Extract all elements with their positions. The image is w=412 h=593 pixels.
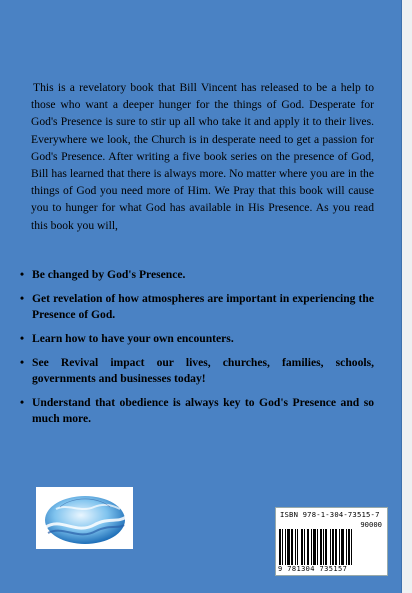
bullet-icon: • — [20, 292, 25, 305]
list-item-text: Get revelation of how atmospheres are important in experiencing the Presence of God. — [32, 292, 374, 321]
barcode-bar — [320, 529, 322, 565]
list-item — [20, 331, 374, 347]
list-item — [20, 291, 374, 323]
barcode-bar — [279, 529, 281, 565]
bullet-icon: • — [20, 332, 25, 345]
barcode-bar — [307, 529, 309, 565]
blurb-paragraph: This is a revelatory book that Bill Vincent has released to be a help to those who want a deeper hunger for the things of God. Desperate for God's Presence is sure to stir up all who take it and apply it to their lives. Everywhere we look, the Church is in desperate need to get a passion for God's Presence. After writing a five book series on the presence of God, Bill has learned that there is always more. No matter where you are in the things of God you need more of Him. We Pray that this book will cause you to hunger for what God has available in His Presence. As you read this book you will, — [31, 81, 374, 232]
price-code: 90000 — [360, 520, 382, 529]
barcode-bar — [332, 529, 334, 565]
barcode-bar — [287, 529, 290, 565]
barcode-bar — [301, 529, 303, 565]
list-item-text: See Revival impact our lives, churches, families, schools, governments and businesses today! — [32, 356, 374, 385]
barcode-bar — [348, 529, 350, 565]
barcode-bar — [323, 529, 324, 565]
publisher-logo — [36, 487, 133, 549]
barcode-bar — [346, 529, 347, 565]
barcode-digits: 9 781304 735157 — [278, 565, 348, 573]
list-item — [20, 395, 374, 427]
barcode-bar — [313, 529, 316, 565]
bullet-icon: • — [20, 396, 25, 409]
list-item-text: Be changed by God's Presence. — [32, 268, 186, 281]
barcode-bar — [341, 529, 344, 565]
barcode-bar — [325, 529, 327, 565]
isbn-barcode — [275, 507, 388, 576]
barcode-bar — [351, 529, 352, 565]
barcode-bar — [317, 529, 318, 565]
barcode-bar — [335, 529, 337, 565]
list-item — [20, 267, 374, 283]
list-item-text: Learn how to have your own encounters. — [32, 332, 234, 345]
barcode-bar — [311, 529, 312, 565]
list-item — [20, 355, 374, 387]
bullet-icon: • — [20, 268, 25, 281]
barcode-bar — [285, 529, 286, 565]
barcode-bar — [295, 529, 296, 565]
barcode-bar — [291, 529, 293, 565]
barcode-bar — [297, 529, 298, 565]
barcode-bar — [282, 529, 283, 565]
feature-list — [20, 267, 374, 435]
bullet-icon: • — [20, 356, 25, 369]
barcode-bars — [279, 529, 383, 565]
isbn-text: ISBN 978-1-304-73515-7 — [280, 510, 380, 519]
barcode-bar — [304, 529, 305, 565]
wave-globe-icon — [36, 487, 133, 549]
barcode-bar — [339, 529, 340, 565]
barcode-bar — [330, 529, 331, 565]
list-item-text: Understand that obedience is always key to God's Presence and so much more. — [32, 396, 374, 425]
